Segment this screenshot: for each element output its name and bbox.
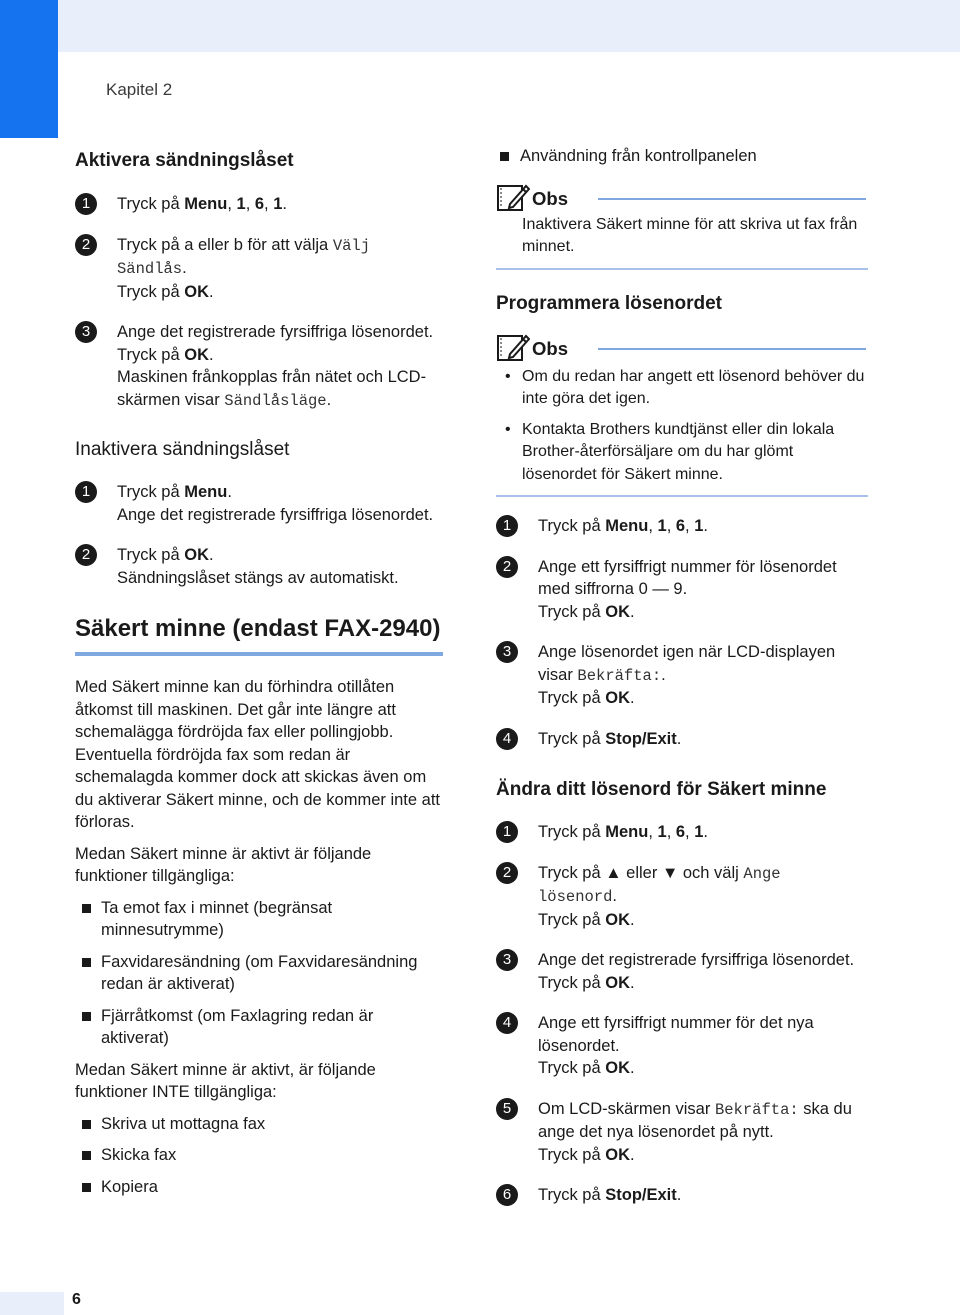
deactivate-step-2: 2 Tryck på OK. Sändningslåset stängs av automatiskt. bbox=[75, 544, 445, 589]
step-number: 3 bbox=[75, 321, 97, 343]
step-number: 1 bbox=[496, 515, 518, 537]
right-column bbox=[496, 145, 868, 1207]
section-paragraph-3: Medan Säkert minne är aktivt, är följande funktioner INTE tillgängliga: bbox=[75, 1060, 376, 1101]
step-number: 2 bbox=[496, 556, 518, 578]
step-number: 3 bbox=[496, 641, 518, 663]
change-step-6: 6 Tryck på Stop/Exit. bbox=[496, 1184, 868, 1207]
list-item: Skriva ut mottagna fax bbox=[75, 1113, 445, 1136]
activate-step-1: 1 Tryck på Menu, 1, 6, 1. bbox=[75, 193, 445, 216]
note-pencil-icon bbox=[496, 182, 530, 212]
note-label: Obs bbox=[532, 187, 568, 209]
page-number: 6 bbox=[72, 1291, 81, 1308]
bullet-dot-icon: • bbox=[505, 367, 511, 385]
program-step-3: 3 Ange lösenordet igen när LCD-displayen visar Bekräfta:. Tryck på OK. bbox=[496, 641, 868, 710]
section-title: Säkert minne (endast FAX-2940) bbox=[75, 615, 441, 642]
list-item: Fjärråtkomst (om Faxlagring redan är aktiverat) bbox=[75, 1005, 445, 1050]
activate-step-2: 2 Tryck på a eller b för att välja Välj Sändlås. Tryck på OK. bbox=[75, 234, 445, 304]
activate-title: Aktivera sändningslåset bbox=[75, 150, 294, 171]
change-step-4: 4 Ange ett fyrsiffrigt nummer för det nya lösenordet. Tryck på OK. bbox=[496, 1012, 868, 1080]
bullet-square-icon bbox=[82, 958, 91, 967]
section-paragraph-2: Medan Säkert minne är aktivt är följande funktioner tillgängliga: bbox=[75, 844, 372, 885]
chapter-tab bbox=[0, 0, 58, 138]
note-item: • Om du redan har angett ett lösenord behöver du inte göra det igen. bbox=[505, 367, 865, 407]
bullet-square-icon bbox=[82, 1151, 91, 1160]
up-arrow-icon: ▲ bbox=[605, 863, 622, 882]
change-step-5: 5 Om LCD-skärmen visar Bekräfta: ska du ange det nya lösenordet på nytt. Tryck på OK. bbox=[496, 1098, 868, 1167]
change-step-3: 3 Ange det registrerade fyrsiffriga lösenordet. Tryck på OK. bbox=[496, 949, 868, 994]
bullet-square-icon bbox=[82, 1120, 91, 1129]
note-text: Inaktivera Säkert minne för att skriva ut fax från minnet. bbox=[522, 215, 858, 255]
step-number: 1 bbox=[75, 481, 97, 503]
note-item: • Kontakta Brothers kundtjänst eller din lokala Brother-återförsäljare om du har glömt lösenordet för Säkert minne. bbox=[505, 420, 835, 483]
left-column bbox=[75, 145, 445, 1198]
note-rule bbox=[598, 198, 866, 200]
header-band bbox=[0, 0, 960, 52]
list-item: Ta emot fax i minnet (begränsat minnesutrymme) bbox=[75, 897, 445, 942]
list-item: Kopiera bbox=[75, 1176, 445, 1199]
activate-step-3: 3 Ange det registrerade fyrsiffriga lösenordet. Tryck på OK. Maskinen frånkopplas från nätet och LCD-skärmen visar Sändlåsläge. bbox=[75, 321, 445, 412]
program-title: Programmera lösenordet bbox=[496, 292, 722, 314]
step-number: 2 bbox=[496, 862, 518, 884]
note-box-1 bbox=[496, 182, 868, 270]
down-arrow-icon: ▼ bbox=[661, 863, 679, 882]
change-step-1: 1 Tryck på Menu, 1, 6, 1. bbox=[496, 821, 868, 844]
note-end-rule bbox=[496, 268, 868, 270]
step-number: 6 bbox=[496, 1184, 518, 1206]
footer-band bbox=[0, 1292, 64, 1315]
note-box-2 bbox=[496, 332, 868, 498]
program-step-2: 2 Ange ett fyrsiffrigt nummer för lösenordet med siffrorna 0 — 9. Tryck på OK. bbox=[496, 556, 868, 624]
step-number: 4 bbox=[496, 1012, 518, 1034]
section-rule bbox=[75, 652, 443, 656]
bullet-square-icon bbox=[82, 1012, 91, 1021]
change-step-2: 2 Tryck på ▲ eller ▼ och välj Ange lösenord. Tryck på OK. bbox=[496, 862, 868, 932]
usage-bullet: Användning från kontrollpanelen bbox=[496, 145, 868, 168]
chapter-label: Kapitel 2 bbox=[106, 80, 173, 99]
note-label: Obs bbox=[532, 337, 568, 359]
note-end-rule bbox=[496, 495, 868, 497]
bullet-square-icon bbox=[500, 152, 509, 161]
note-pencil-icon bbox=[496, 332, 530, 362]
section-paragraph-1: Med Säkert minne kan du förhindra otillåten åtkomst till maskinen. Det går inte längre att schemalägga fördröjda fax eller pollingjobb. Eventuella fördröjda fax som redan är schemalagda kommer dock att skickas även om du aktiverar Säkert minne, och de kommer inte att förloras. bbox=[75, 678, 440, 831]
step-number: 1 bbox=[496, 821, 518, 843]
step-number: 5 bbox=[496, 1098, 518, 1120]
deactivate-step-1: 1 Tryck på Menu. Ange det registrerade fyrsiffriga lösenordet. bbox=[75, 481, 445, 526]
step-number: 4 bbox=[496, 728, 518, 750]
step-number: 2 bbox=[75, 544, 97, 566]
step-number: 3 bbox=[496, 949, 518, 971]
note-rule bbox=[598, 348, 866, 350]
bullet-square-icon bbox=[82, 1183, 91, 1192]
step-number: 2 bbox=[75, 234, 97, 256]
list-item: Faxvidaresändning (om Faxvidaresändning redan är aktiverat) bbox=[75, 951, 445, 996]
bullet-square-icon bbox=[82, 904, 91, 913]
program-step-4: 4 Tryck på Stop/Exit. bbox=[496, 728, 868, 751]
deactivate-title: Inaktivera sändningslåset bbox=[75, 439, 290, 460]
step-number: 1 bbox=[75, 193, 97, 215]
bullet-dot-icon: • bbox=[505, 420, 511, 438]
change-title: Ändra ditt lösenord för Säkert minne bbox=[496, 779, 827, 800]
program-step-1: 1 Tryck på Menu, 1, 6, 1. bbox=[496, 515, 868, 538]
list-item: Skicka fax bbox=[75, 1144, 445, 1167]
